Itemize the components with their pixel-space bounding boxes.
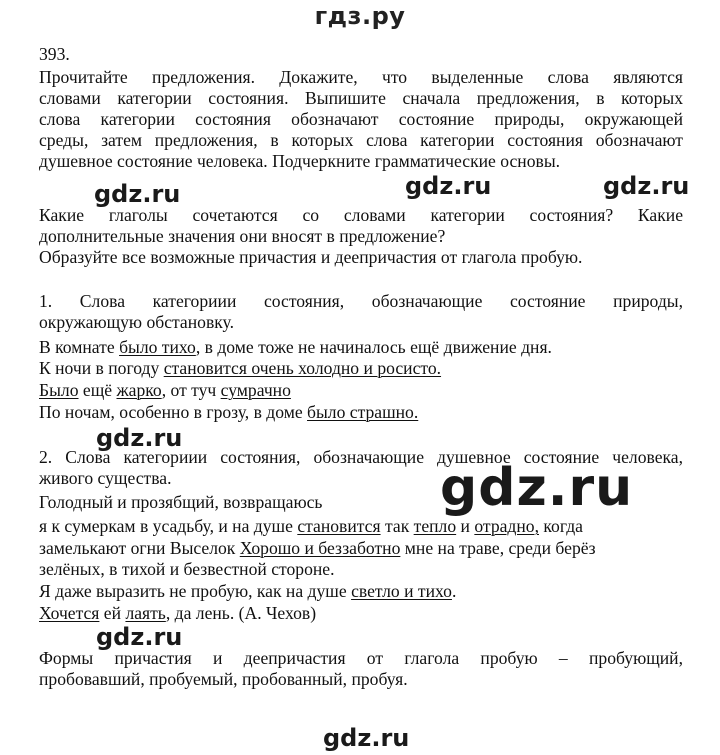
underlined-subject: лаять [125,603,166,623]
underlined-predicate: тепло [413,516,457,536]
sentence [39,603,683,624]
answer-line: пробовавший, пробуемый, пробованный, пробуя. [39,669,408,689]
underlined-predicate: отрадно, [474,516,539,536]
sentence [39,581,683,602]
text: , да лень. (А. Чехов) [165,603,317,623]
sentence [39,380,683,401]
sentence: зелёных, в тихой и безвестной стороне. [39,559,335,579]
underlined-predicate: светло и тихо [351,581,452,601]
text: Я даже выразить не пробую, как на душе [39,581,352,601]
watermark: gdz.ru [603,172,690,200]
watermark: gdz.ru [96,623,183,651]
watermark: gdz.ru [323,724,410,752]
sentence: Голодный и прозябщий, возвращаюсь [39,492,323,512]
section1-heading: 1. Слова категориии состояния, обозначающие состояние природы, [39,291,683,311]
section1-heading: окружающую обстановку. [39,312,234,332]
underlined-predicate: сумрачно [220,380,291,400]
underlined-predicate: было страшно. [307,402,419,422]
text: , в доме тоже не начиналось ещё движение дня. [195,337,552,357]
text: ей [99,603,126,623]
text: и [456,516,475,536]
task-line: словами категории состояния. Выпишите сначала предложения, в которых [39,88,683,108]
task-line: Прочитайте предложения. Докажите, что выделенные слова являются [39,67,683,87]
question-line: Какие глаголы сочетаются со словами категории состояния? Какие [39,205,683,225]
text: В комнате [39,337,120,357]
watermark: gdz.ru [96,424,183,452]
underlined-predicate: Было [39,380,79,400]
underlined-predicate: жарко [116,380,162,400]
text: мне на траве, среди берёз [400,538,596,558]
sentence [39,337,683,358]
watermark-large: gdz.ru [440,458,634,518]
answer-line: Формы причастия и деепричастия от глагола пробую – пробующий, [39,648,683,668]
text: По ночам, особенно в грозу, в доме [39,402,308,422]
section2-heading: 2. Слова категориии состояния, обозначающие душевное состояние человека, [39,447,683,467]
site-header: гдз.ру [314,2,406,30]
section2-heading: живого существа. [39,468,172,488]
underlined-predicate: Хочется [39,603,100,623]
text: я к сумеркам в усадьбу, и на душе [39,516,298,536]
sentence [39,402,683,423]
underlined-predicate: становится [297,516,381,536]
sentence [39,538,683,559]
text: так [380,516,414,536]
task-line: душевное состояние человека. Подчеркните грамматические основы. [39,151,561,171]
underlined-predicate: становится очень холодно и росисто. [163,358,442,378]
underlined-predicate: было тихо [119,337,196,357]
watermark: gdz.ru [405,172,492,200]
text: ещё [78,380,117,400]
text: . [451,581,457,601]
sentence [39,358,683,379]
question-line: дополнительные значения они вносят в предложение? [39,226,446,246]
task-line: слова категории состояния обозначают состояние природы, окружающей [39,109,683,129]
text: , от туч [161,380,221,400]
exercise-number: 393. [39,44,70,64]
text: когда [539,516,583,536]
task-line: среды, затем предложения, в которых слова категории состояния обозначают [39,130,683,150]
sentence [39,516,683,537]
underlined-predicate: Хорошо и беззаботно [239,538,401,558]
watermark: gdz.ru [94,180,181,208]
question-line: Образуйте все возможные причастия и деепричастия от глагола пробую. [39,247,583,267]
text: К ночи в погоду [39,358,164,378]
text: замелькают огни Выселок [39,538,240,558]
